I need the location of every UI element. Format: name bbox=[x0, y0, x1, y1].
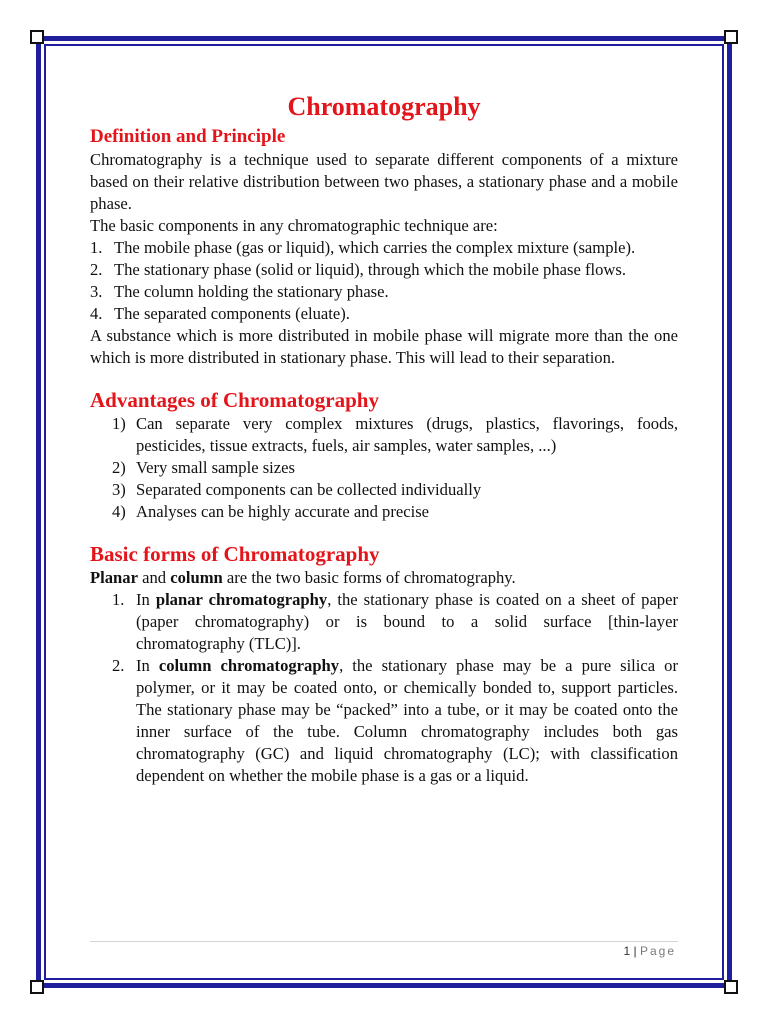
forms-intro bbox=[90, 567, 678, 589]
list-item bbox=[90, 501, 678, 523]
forms-intro-mid: and bbox=[137, 568, 171, 587]
page-separator: | bbox=[633, 944, 637, 958]
section-heading-basic-forms: Basic forms of Chromatography bbox=[90, 542, 380, 566]
list-item bbox=[90, 479, 678, 501]
list-item-prefix: In bbox=[136, 656, 159, 675]
list-item-number: 4. bbox=[90, 304, 103, 323]
section-heading-advantages: Advantages of Chromatography bbox=[90, 388, 379, 412]
list-item-number: 1. bbox=[90, 238, 103, 257]
list-item bbox=[90, 303, 678, 325]
list-item bbox=[90, 281, 678, 303]
bold-term: planar chromatography bbox=[155, 590, 328, 609]
list-item-number: 3. bbox=[90, 282, 103, 301]
page-word: Page bbox=[639, 944, 676, 958]
border-corner-ornament bbox=[30, 30, 44, 44]
section-advantages bbox=[90, 387, 678, 523]
definition-intro: Chromatography is a technique used to separate different components of a mixture based on their relative distribution between two phases, a stationary phase and a mobile phase. bbox=[90, 150, 678, 213]
list-item-text: The mobile phase (gas or liquid), which carries the complex mixture (sample). bbox=[114, 238, 636, 257]
page-number: 1 bbox=[623, 944, 631, 958]
bold-term: column chromatography bbox=[158, 656, 340, 675]
document-title: Chromatography bbox=[287, 92, 481, 121]
list-item-text: The stationary phase (solid or liquid), through which the mobile phase flows. bbox=[114, 260, 626, 279]
list-item-text: Very small sample sizes bbox=[136, 458, 295, 477]
list-item bbox=[90, 259, 678, 281]
list-item-prefix: In bbox=[136, 590, 156, 609]
list-item bbox=[90, 413, 678, 457]
list-item-text bbox=[136, 589, 678, 655]
list-item bbox=[90, 237, 678, 259]
list-item-text: The column holding the stationary phase. bbox=[114, 282, 389, 301]
list-item-text: Separated components can be collected individually bbox=[136, 480, 482, 499]
section-heading-definition: Definition and Principle bbox=[90, 126, 286, 147]
page-footer bbox=[623, 944, 676, 958]
footer-divider bbox=[90, 941, 678, 942]
list-item bbox=[90, 655, 678, 787]
definition-closing: A substance which is more distributed in mobile phase will migrate more than the one which is more distributed in stationary phase. This will lead to their separation. bbox=[90, 326, 678, 367]
list-item-number: 3) bbox=[112, 480, 126, 499]
list-item-number: 1. bbox=[112, 590, 125, 609]
section-basic-forms bbox=[90, 541, 678, 787]
list-item-number: 4) bbox=[112, 502, 126, 521]
components-list bbox=[90, 237, 678, 325]
forms-intro-rest: are the two basic forms of chromatography. bbox=[222, 568, 516, 587]
list-item-text bbox=[136, 655, 678, 787]
border-corner-ornament bbox=[724, 30, 738, 44]
list-item-body: , the stationary phase is coated on a sheet of paper (paper chromatography) or is bound to a solid surface [thin-layer chromatography (TLC)]. bbox=[136, 590, 678, 653]
section-definition bbox=[90, 125, 678, 369]
list-item-body: , the stationary phase may be a pure silica or polymer, or it may be coated onto, or chemically bonded to, support particles. The stationary phase may be “packed” into a tube, or it may be coated onto the inner surface of the tube. Column chromatography includes both gas chromatography (GC) and liquid chromatography (LC); with classification dependent on whether the mobile phase is a gas or a liquid. bbox=[136, 656, 678, 785]
bold-term: Planar bbox=[90, 568, 138, 587]
list-item bbox=[90, 457, 678, 479]
list-item-number: 2) bbox=[112, 458, 126, 477]
forms-list bbox=[90, 589, 678, 787]
list-item bbox=[90, 589, 678, 655]
advantages-list bbox=[90, 413, 678, 523]
list-item-number: 2. bbox=[90, 260, 103, 279]
list-item-text: Analyses can be highly accurate and precise bbox=[136, 502, 430, 521]
border-corner-ornament bbox=[30, 980, 44, 994]
list-item-number: 1) bbox=[112, 414, 126, 433]
list-item-number: 2. bbox=[112, 656, 125, 675]
list-item-text: Can separate very complex mixtures (drugs, plastics, flavorings, foods, pesticides, tissue extracts, fuels, air samples, water samples, ...) bbox=[136, 414, 678, 455]
page-content bbox=[90, 90, 678, 787]
definition-lead: The basic components in any chromatographic technique are: bbox=[90, 216, 498, 235]
border-corner-ornament bbox=[724, 980, 738, 994]
list-item-text: The separated components (eluate). bbox=[114, 304, 350, 323]
bold-term: column bbox=[170, 568, 223, 587]
